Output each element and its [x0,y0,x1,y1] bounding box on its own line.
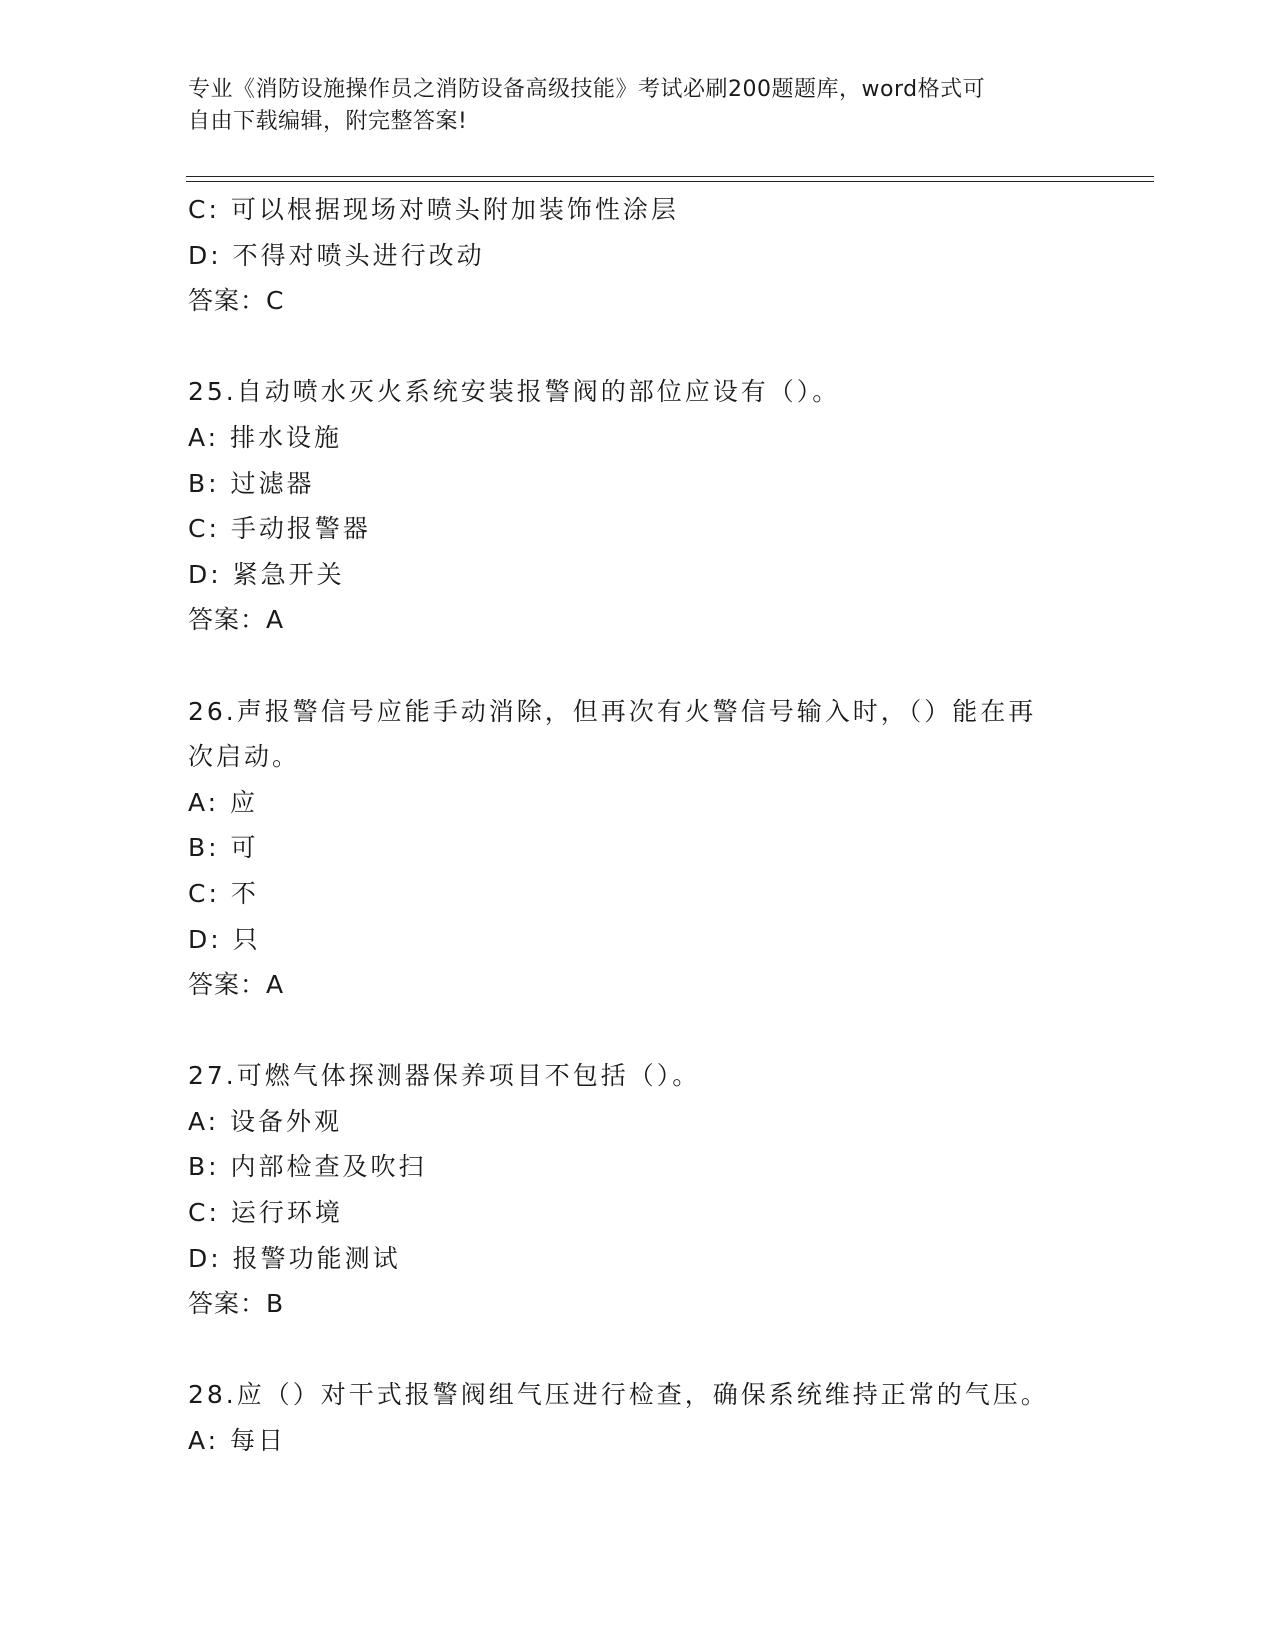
option-a: A: 排水设施 [188,422,343,452]
answer-label: 答案： [188,286,267,316]
option-c: C: 不 [188,878,259,908]
document-header [188,74,1068,138]
option-d: D: 报警功能测试 [188,1243,401,1273]
option-d: D: 不得对喷头进行改动 [188,240,485,270]
question-stem: 27.可燃气体探测器保养项目不包括（）。 [188,1061,701,1091]
question-27 [188,1053,1088,1327]
answer-line [188,278,1088,324]
option-a: A: 设备外观 [188,1106,343,1136]
question-stem-continued: 次启动。 [188,742,301,772]
option-b: B: 内部检查及吹扫 [188,1152,427,1182]
option-a: A: 每日 [188,1426,287,1456]
spacer [188,1008,1088,1054]
answer-line [188,1281,1088,1327]
option-c: C: 可以根据现场对喷头附加装饰性涂层 [188,195,679,224]
option-d: D: 紧急开关 [188,559,345,589]
spacer [188,324,1088,370]
answer-value: A [266,970,285,1000]
question-stem: 26.声报警信号应能手动消除，但再次有火警信号输入时，（）能在再 [188,696,1037,726]
answer-line [188,597,1088,643]
header-divider-bottom [186,181,1154,182]
question-25 [188,369,1088,643]
question-26 [188,689,1088,1008]
option-d: D: 只 [188,924,261,954]
header-divider-top [186,176,1154,177]
answer-value: B [266,1289,285,1319]
option-a: A: 应 [188,787,259,817]
option-b: B: 过滤器 [188,468,315,498]
header-title-line-1: 专业《消防设施操作员之消防设备高级技能》考试必刷200题题库，word格式可 [188,77,986,102]
option-b: B: 可 [188,833,259,863]
header-title-line-2: 自由下载编辑，附完整答案! [188,109,468,134]
answer-label: 答案： [188,605,267,635]
option-c: C: 运行环境 [188,1198,343,1228]
spacer [188,1327,1088,1373]
question-stem: 28.应（）对干式报警阀组气压进行检查，确保系统维持正常的气压。 [188,1380,1049,1410]
question-list [188,187,1088,1464]
answer-line [188,962,1088,1008]
spacer [188,643,1088,689]
answer-label: 答案： [188,970,267,1000]
answer-value: A [266,605,285,635]
question-stem: 25.自动喷水灭火系统安装报警阀的部位应设有（）。 [188,377,841,407]
question-28 [188,1372,1088,1463]
option-c: C: 手动报警器 [188,514,371,544]
answer-label: 答案： [188,1289,267,1319]
answer-value: C [266,286,285,316]
